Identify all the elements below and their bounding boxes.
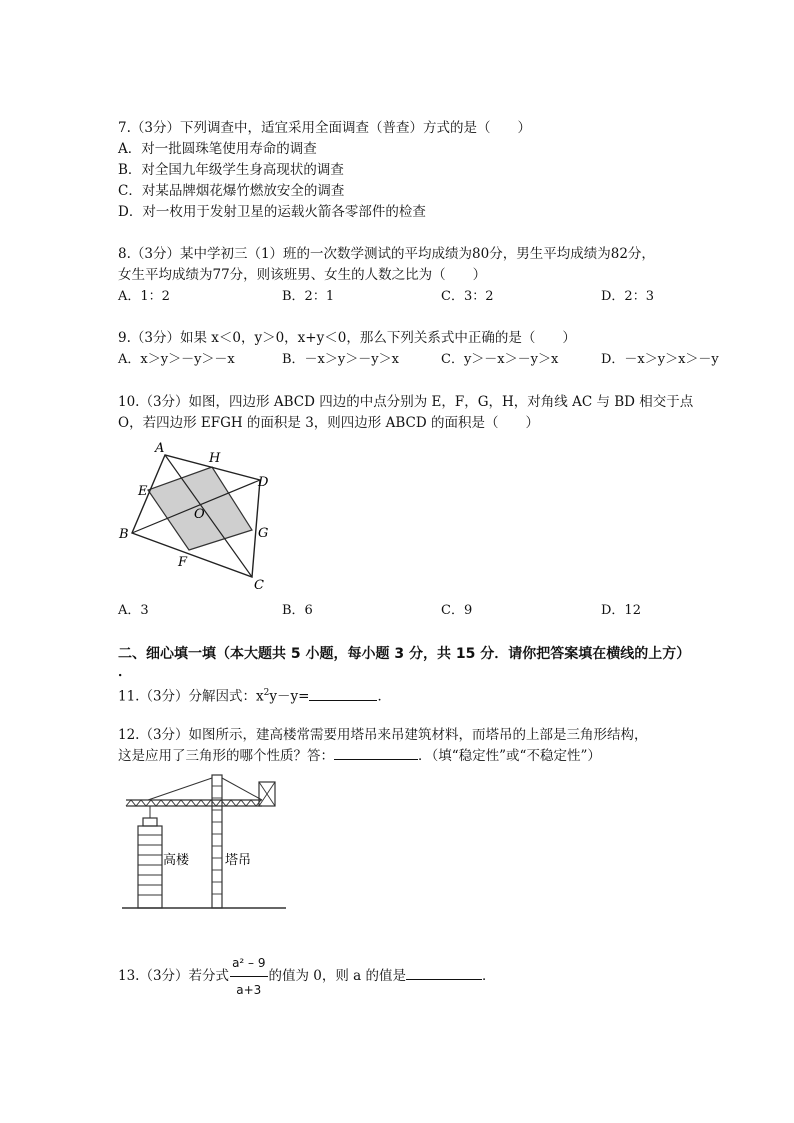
label-d: D	[258, 475, 269, 490]
building-body	[138, 826, 162, 908]
q9-option-c: C．y＞－x＞－y＞x	[441, 352, 559, 367]
q11-expression: y－y=	[269, 688, 310, 705]
q11-answer-blank[interactable]	[309, 688, 377, 701]
q12-hint: ．（填“稳定性”或“不稳定性”）	[418, 748, 601, 764]
label-c: C	[254, 578, 264, 593]
q8-stem-line2: 女生平均成绩为77分，则该班男、女生的人数之比为（ ）	[118, 267, 487, 283]
tower-crane-figure	[118, 770, 288, 912]
crane-cable-right	[222, 778, 262, 800]
quadrilateral-figure	[112, 436, 282, 596]
q12-stem-line1: 12.（3分）如图所示，建高楼常需要用塔吊来吊建筑材料，而塔吊的上部是三角形结构，	[118, 727, 648, 743]
q10-stem-line1: 10.（3分）如图，四边形 ABCD 四边的中点分别为 E，F，G，H，对角线 AC 与 BD 相交于点	[118, 394, 694, 410]
label-f: F	[178, 555, 188, 570]
building-top-block	[143, 818, 157, 826]
q9-option-d: D．－x＞y＞x＞－y	[601, 352, 719, 367]
q7-option-b: B．对全国九年级学生身高现状的调查	[118, 162, 344, 178]
q11-superscript: 2	[263, 688, 270, 698]
q13-numerator: a² – 9	[230, 950, 267, 977]
q8-option-a: A．1：2	[118, 289, 170, 304]
crane-mast	[212, 775, 222, 908]
q8-option-b: B．2：1	[282, 289, 335, 304]
q10-option-d: D．12	[601, 603, 641, 618]
q9-option-a: A．x＞y＞－y＞－x	[118, 352, 235, 367]
crane-mast-rungs	[212, 786, 222, 894]
section2-title: 二、细心填一填（本大题共 5 小题，每小题 3 分，共 15 分．请你把答案填在横线的上方）	[118, 646, 691, 662]
label-o: O	[194, 507, 205, 522]
label-h: H	[209, 451, 221, 466]
boom-lattice	[126, 800, 261, 806]
q7-option-d: D．对一枚用于发射卫星的运载火箭各零部件的检查	[118, 204, 426, 220]
label-a: A	[155, 441, 165, 456]
q7-stem: 7.（3分）下列调查中，适宜采用全面调查（普查）方式的是（ ）	[118, 120, 531, 136]
q10-option-a: A．3	[118, 603, 149, 618]
q13-suffix: ．	[482, 968, 496, 984]
q10-stem-line2: O，若四边形 EFGH 的面积是 3，则四边形 ABCD 的面积是（ ）	[118, 415, 539, 431]
label-e: E	[138, 484, 148, 499]
q9-stem: 9.（3分）如果 x＜0，y＞0，x+y＜0，那么下列关系式中正确的是（ ）	[118, 330, 576, 346]
section2-dot: ．	[118, 664, 132, 680]
q10-option-b: B．6	[282, 603, 313, 618]
q13-prefix: 13.（3分）若分式	[118, 968, 230, 984]
q9-option-b: B．－x＞y＞－y＞x	[282, 352, 399, 367]
label-g: G	[258, 526, 269, 541]
q11-line	[118, 684, 391, 706]
q7-option-a: A．对一批圆珠笔使用寿命的调查	[118, 141, 317, 157]
label-crane: 塔吊	[225, 853, 252, 868]
q13-line	[118, 950, 496, 1003]
label-b: B	[119, 527, 129, 542]
q10-option-c: C．9	[441, 603, 473, 618]
q12-stem-line2	[118, 747, 601, 765]
crane-cable-left	[148, 778, 212, 800]
q8-stem-line1: 8.（3分）某中学初三（1）班的一次数学测试的平均成绩为80分，男生平均成绩为82分，	[118, 246, 655, 262]
q11-prefix: 11.（3分）分解因式：x	[118, 688, 264, 705]
q8-option-c: C．3：2	[441, 289, 494, 304]
q13-condition: 的值为 0，则 a 的值是	[268, 968, 407, 984]
q11-suffix: ．	[377, 688, 391, 705]
q13-fraction	[230, 950, 267, 1003]
q12-answer-blank[interactable]	[334, 747, 418, 760]
q13-answer-blank[interactable]	[406, 967, 482, 980]
q8-option-d: D．2：3	[601, 289, 654, 304]
q12-question: 这是应用了三角形的哪个性质？答：	[118, 748, 334, 764]
q7-option-c: C．对某品牌烟花爆竹燃放安全的调查	[118, 183, 345, 199]
q13-denominator: a+3	[236, 983, 262, 997]
label-building: 高楼	[163, 853, 190, 868]
building-floors	[138, 835, 162, 895]
